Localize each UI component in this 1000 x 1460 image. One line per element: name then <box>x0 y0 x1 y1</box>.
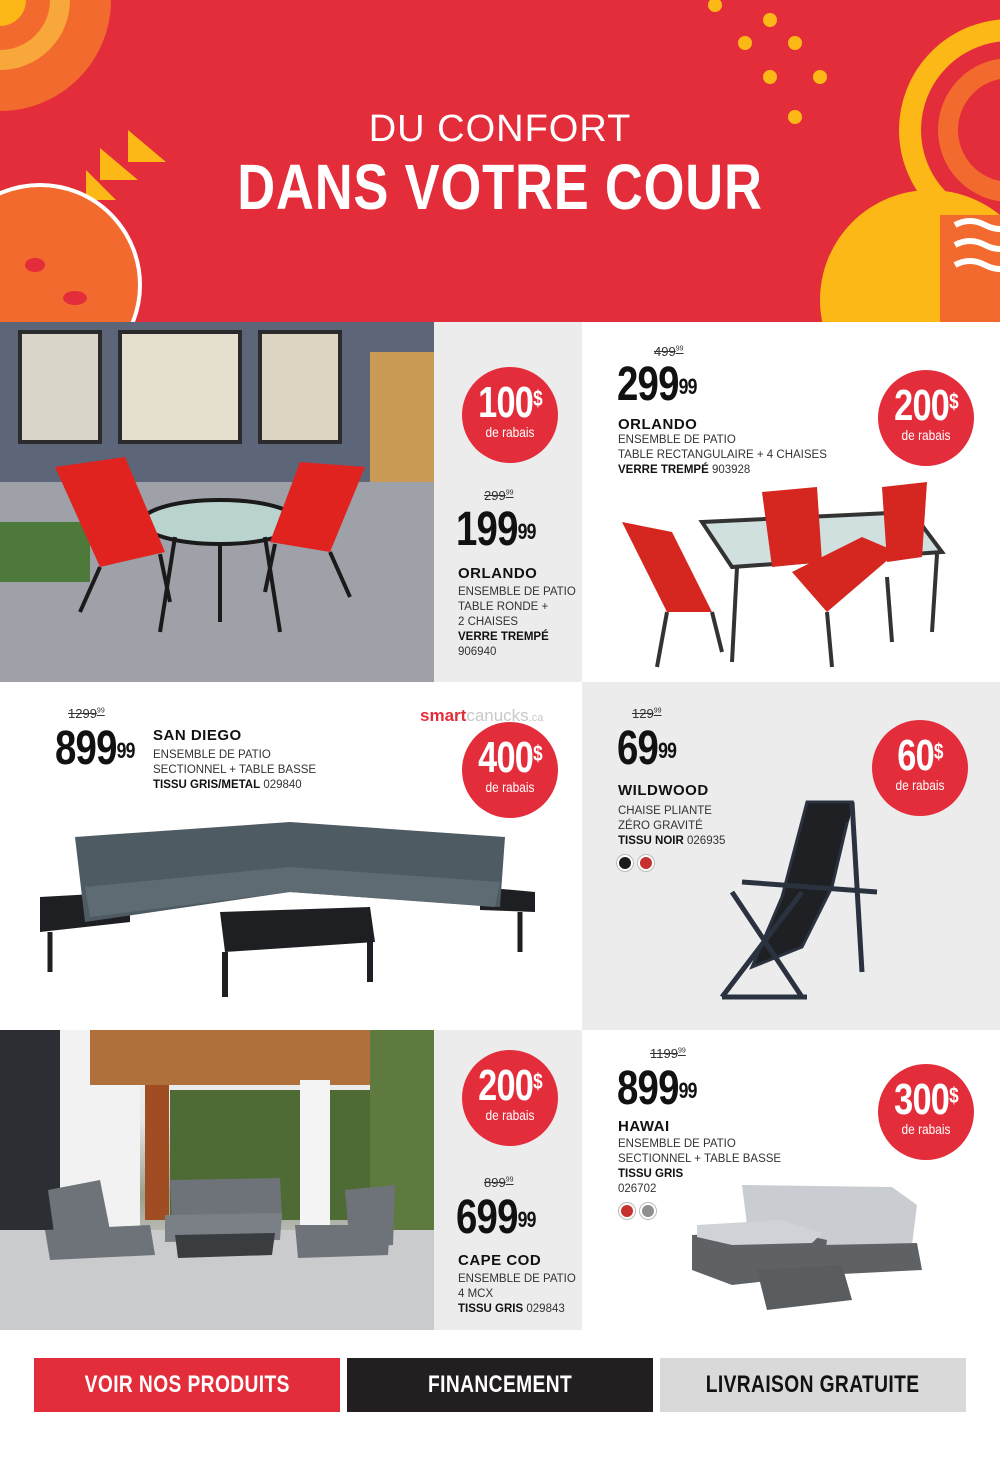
discount-badge: 60$ de rabais <box>872 720 968 816</box>
old-price: $299^{99}$ <box>484 488 514 503</box>
hero-subtitle: DU CONFORT <box>368 108 632 150</box>
zero-gravity-chair-illustration <box>712 797 882 1007</box>
free-delivery-button[interactable]: LIVRAISON GRATUITE <box>660 1358 966 1412</box>
orlando-round-card[interactable] <box>434 322 582 682</box>
pergola-scene-illustration <box>0 1030 434 1330</box>
product-description: ENSEMBLE DE PATIO TABLE RECTANGULAIRE + 4 CHAISES VERRE TREMPÉ 903928 <box>618 434 827 476</box>
color-swatch-black[interactable] <box>617 855 633 871</box>
wildwood-card[interactable] <box>582 682 1000 1030</box>
color-swatch-red[interactable] <box>619 1203 635 1219</box>
product-name: ORLANDO <box>618 416 698 433</box>
watermark: smartcanucks.ca <box>420 706 544 725</box>
product-description: ENSEMBLE DE PATIO SECTIONNEL + TABLE BASSE TISSU GRIS 026702 <box>618 1138 782 1195</box>
product-name: HAWAI <box>618 1118 670 1135</box>
discount-badge: 200$ de rabais <box>878 370 974 466</box>
product-description: CHAISE PLIANTE ZÉRO GRAVITÉ TISSU NOIR 026935 <box>618 805 726 847</box>
product-name: SAN DIEGO <box>153 727 242 744</box>
discount-badge: 300$ de rabais <box>878 1064 974 1160</box>
sectional-illustration <box>40 812 540 1002</box>
product-description: ENSEMBLE DE PATIO SECTIONNEL + TABLE BASSE TISSU GRIS/METAL 029840 <box>153 749 317 791</box>
sale-price: $899^{99}$ <box>55 722 135 775</box>
color-swatch-red[interactable] <box>638 855 654 871</box>
old-price: 1299$^{99}$ <box>68 706 105 721</box>
financing-button[interactable]: FINANCEMENT <box>347 1358 653 1412</box>
color-swatch-gray[interactable] <box>640 1203 656 1219</box>
product-name: CAPE COD <box>458 1252 542 1269</box>
view-products-button[interactable]: VOIR NOS PRODUITS <box>34 1358 340 1412</box>
sale-price: $899^{99}$ <box>617 1062 697 1115</box>
sale-price: $199^{99}$ <box>456 503 536 556</box>
hawai-card[interactable] <box>582 1030 1000 1330</box>
sale-price: $69^{99}$ <box>617 722 677 775</box>
old-price: $129^{99}$ <box>632 706 662 721</box>
sale-price: $699^{99}$ <box>456 1191 536 1244</box>
product-description: ENSEMBLE DE PATIO 4 MCX TISSU GRIS 029843 <box>458 1273 576 1315</box>
dining-set-illustration <box>612 482 952 677</box>
wicker-sectional-illustration <box>692 1175 932 1325</box>
product-name: ORLANDO <box>458 565 538 582</box>
hero-banner <box>0 0 1000 322</box>
orlando-rect-card[interactable] <box>582 322 1000 682</box>
discount-badge: 100$ de rabais <box>462 367 558 463</box>
discount-badge: 400$ de rabais <box>462 722 558 818</box>
patio-scene-illustration <box>0 322 434 682</box>
old-price: $499^{99}$ <box>654 344 684 359</box>
discount-badge: 200$ de rabais <box>462 1050 558 1146</box>
cape-cod-card[interactable] <box>434 1030 582 1330</box>
orlando-round-photo <box>0 322 434 682</box>
product-description: ENSEMBLE DE PATIO TABLE RONDE + 2 CHAISES VERRE TREMPÉ 906940 <box>458 586 576 658</box>
san-diego-card[interactable] <box>0 682 582 1030</box>
old-price: 1199$^{99}$ <box>650 1046 686 1061</box>
cape-cod-photo <box>0 1030 434 1330</box>
hero-title: DANS VOTRE COUR <box>237 151 763 223</box>
product-name: WILDWOOD <box>618 782 709 799</box>
old-price: $899^{99}$ <box>484 1175 514 1190</box>
sale-price: $299^{99}$ <box>617 358 697 411</box>
